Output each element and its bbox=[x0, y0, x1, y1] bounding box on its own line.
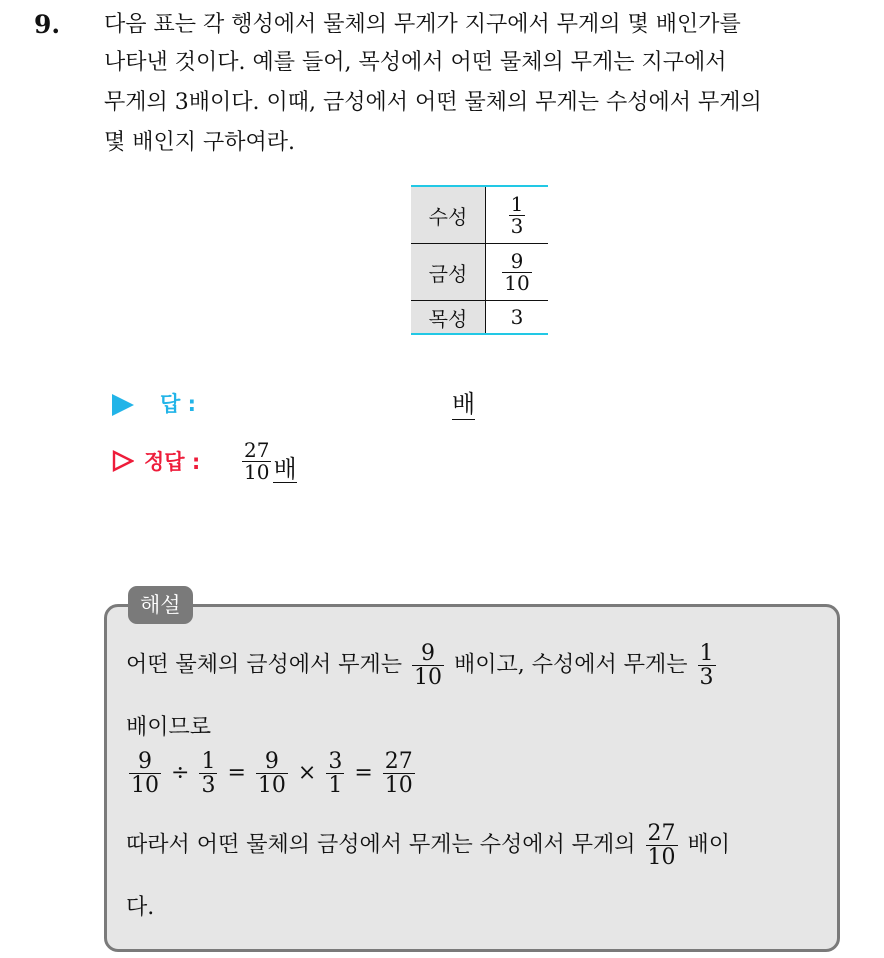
correct-answer-label: 정답 : bbox=[144, 450, 201, 474]
question-line-1: 다음 표는 각 행성에서 물체의 무게가 지구에서 무게의 몇 배인가를 bbox=[104, 12, 741, 37]
denominator: 10 bbox=[504, 270, 530, 295]
solution-calc-line bbox=[126, 750, 418, 797]
fraction bbox=[698, 642, 716, 689]
denominator: 10 bbox=[647, 845, 676, 871]
solution-line-2: 배이므로 bbox=[126, 715, 212, 740]
weight-ratio: 3 bbox=[486, 301, 549, 335]
operator: = bbox=[354, 760, 373, 786]
question-number: 9. bbox=[34, 10, 61, 39]
fraction bbox=[199, 750, 217, 797]
numerator: 1 bbox=[510, 191, 524, 216]
denominator: 10 bbox=[131, 773, 159, 799]
fraction bbox=[256, 750, 288, 797]
numerator: 9 bbox=[510, 248, 524, 273]
numerator: 9 bbox=[138, 749, 152, 774]
answer-label-row bbox=[112, 388, 196, 418]
operator: × bbox=[297, 760, 317, 786]
table-row bbox=[411, 301, 548, 335]
operator: = bbox=[227, 760, 246, 786]
numerator: 1 bbox=[201, 749, 216, 774]
denominator: 3 bbox=[201, 773, 216, 799]
numerator: 9 bbox=[264, 749, 279, 774]
play-triangle-icon bbox=[112, 394, 134, 416]
denominator: 10 bbox=[384, 773, 413, 799]
solution-line-4 bbox=[126, 822, 730, 869]
planet-weight-table bbox=[411, 185, 548, 335]
denominator: 3 bbox=[699, 665, 714, 691]
solution-text: 따라서 어떤 물체의 금성에서 무게는 수성에서 무게의 bbox=[126, 832, 636, 858]
denominator: 10 bbox=[244, 460, 270, 484]
fraction bbox=[242, 440, 271, 483]
outline-triangle-icon bbox=[112, 450, 134, 472]
table-row bbox=[411, 244, 548, 301]
solution-line-5: 다. bbox=[126, 895, 155, 920]
correct-answer-value bbox=[242, 440, 297, 483]
denominator: 10 bbox=[257, 773, 286, 799]
table-row bbox=[411, 186, 548, 244]
planet-name: 금성 bbox=[411, 244, 486, 301]
weight-ratio bbox=[486, 186, 549, 244]
planet-name: 목성 bbox=[411, 301, 486, 335]
fraction bbox=[412, 642, 444, 689]
fraction bbox=[383, 750, 415, 797]
solution-text: 배이 bbox=[687, 832, 731, 858]
numerator: 3 bbox=[328, 749, 343, 774]
denominator: 1 bbox=[328, 773, 343, 799]
fraction bbox=[646, 822, 678, 869]
correct-answer-unit: 배 bbox=[273, 454, 297, 483]
question-line-3: 무게의 3배이다. 이때, 금성에서 어떤 물체의 무게는 수성에서 무게의 bbox=[104, 90, 762, 115]
fraction bbox=[502, 248, 531, 295]
answer-label: 답 : bbox=[160, 392, 196, 416]
operator: ÷ bbox=[171, 760, 190, 786]
solution-text: 어떤 물체의 금성에서 무게는 bbox=[126, 652, 403, 678]
question-line-4: 몇 배인지 구하여라. bbox=[104, 130, 295, 155]
numerator: 27 bbox=[244, 438, 270, 462]
numerator: 9 bbox=[421, 641, 436, 666]
planet-name: 수성 bbox=[411, 186, 486, 244]
fraction bbox=[326, 750, 344, 797]
weight-ratio bbox=[486, 244, 549, 301]
numerator: 27 bbox=[647, 821, 676, 846]
fraction bbox=[509, 191, 526, 238]
answer-blank-unit[interactable]: 배 bbox=[452, 384, 475, 420]
numerator: 27 bbox=[384, 749, 413, 774]
solution-text: 배이고, 수성에서 무게는 bbox=[454, 652, 688, 678]
solution-line-1 bbox=[126, 642, 719, 689]
solution-tab: 해설 bbox=[128, 586, 193, 624]
numerator: 1 bbox=[699, 641, 714, 666]
denominator: 3 bbox=[510, 213, 524, 238]
denominator: 10 bbox=[414, 665, 443, 691]
fraction bbox=[129, 750, 161, 797]
correct-answer-label-row bbox=[112, 446, 200, 476]
question-line-2: 나타낸 것이다. 예를 들어, 목성에서 어떤 물체의 무게는 지구에서 bbox=[104, 50, 727, 75]
